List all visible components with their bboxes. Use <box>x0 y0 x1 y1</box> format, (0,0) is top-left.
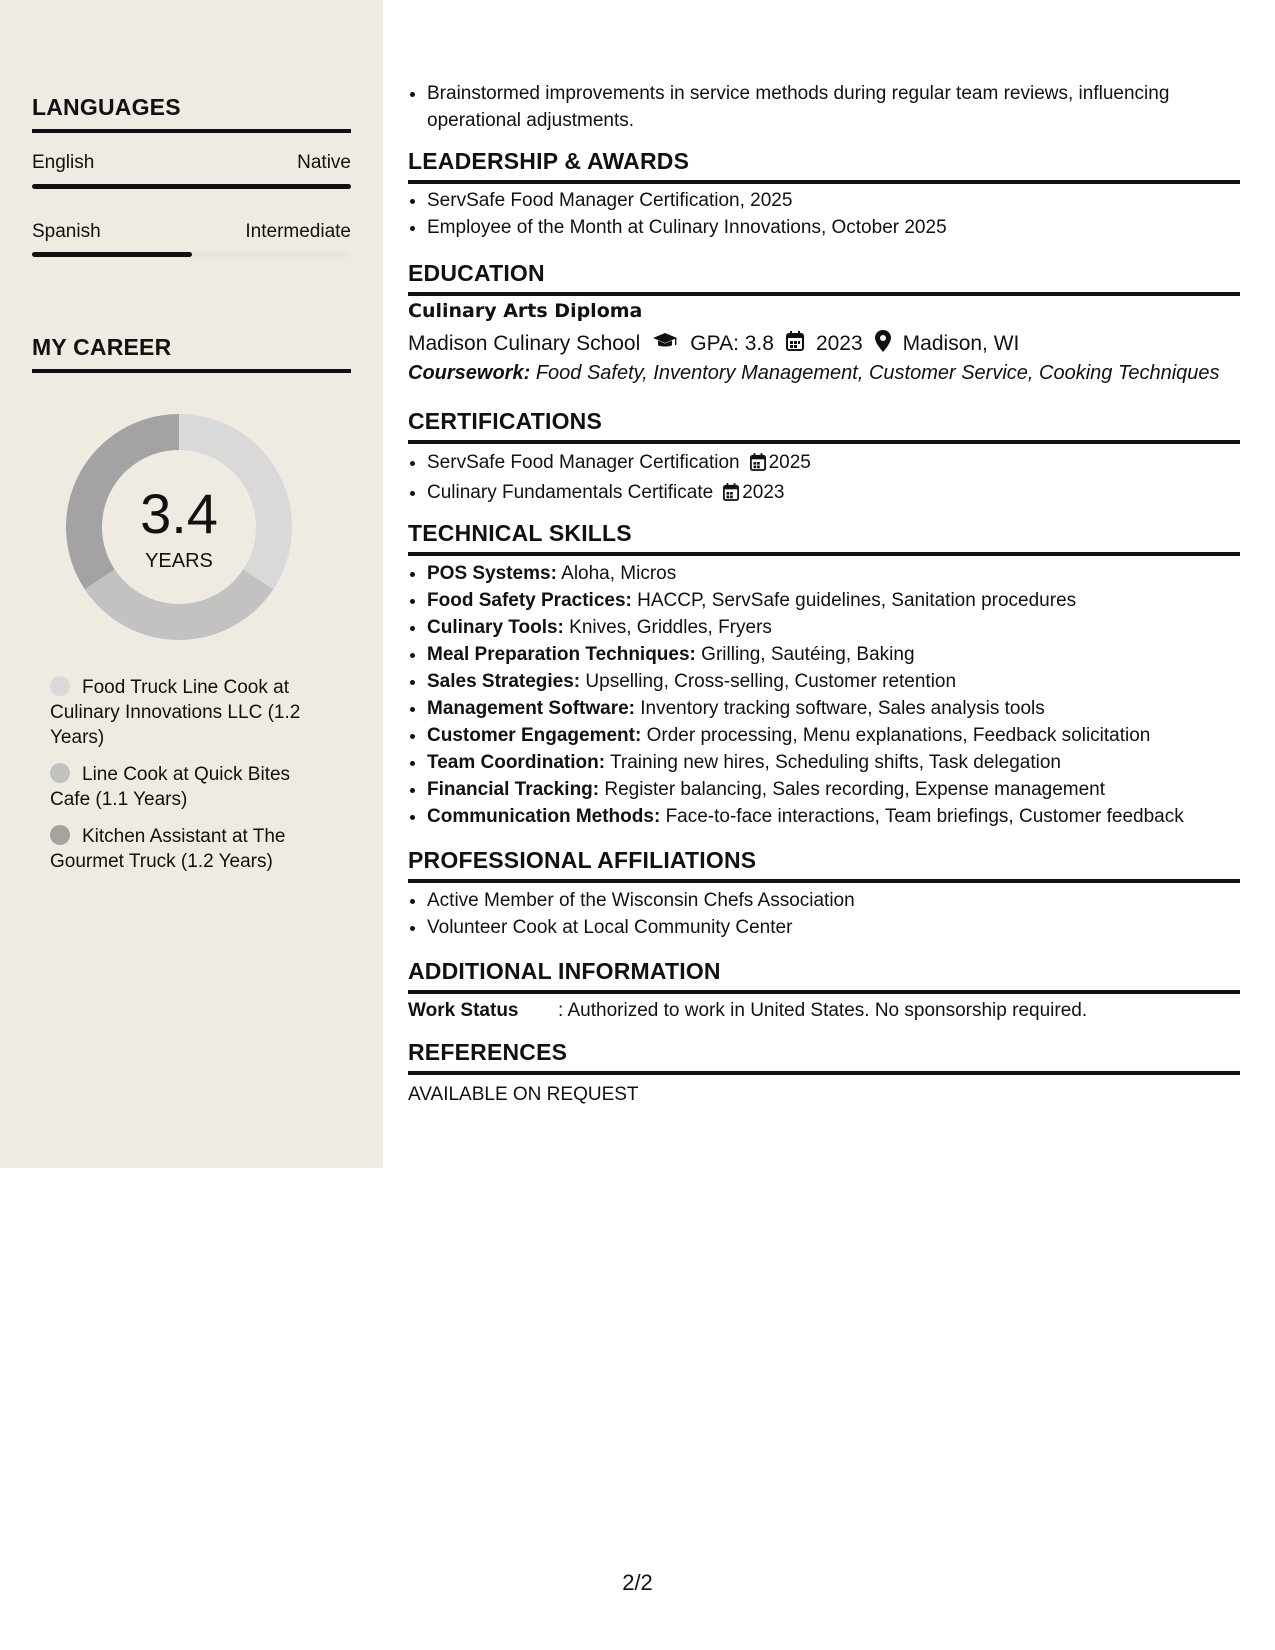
skill-item <box>427 749 1259 776</box>
language-level: Native <box>297 152 351 173</box>
calendar-icon <box>786 331 804 357</box>
education-year: 2023 <box>815 332 863 355</box>
skill-value: Upselling, Cross-selling, Customer retention <box>585 671 957 692</box>
career-legend <box>50 675 310 886</box>
list-item: • Active Member of the Wisconsin Chefs Association <box>427 887 1259 914</box>
list-item: • Brainstormed improvements in service methods during regular team reviews, influencing operational adjustments. <box>427 80 1197 134</box>
graduation-cap-icon <box>652 332 678 356</box>
skill-label: Financial Tracking: <box>427 779 600 800</box>
language-name: Spanish <box>32 221 101 242</box>
education-coursework <box>408 362 1220 385</box>
work-status-label: Work Status <box>408 1000 519 1021</box>
list-item <box>427 449 1259 479</box>
list-item <box>427 479 1259 509</box>
language-row-spanish <box>32 221 351 243</box>
education-location: Madison, WI <box>902 332 1020 355</box>
additional-info-heading: ADDITIONAL INFORMATION <box>408 958 1240 994</box>
legend-dot-icon <box>50 763 70 783</box>
education-gpa: GPA: 3.8 <box>690 332 774 355</box>
skill-item <box>427 695 1259 722</box>
education-degree: Culinary Arts Diploma <box>408 300 643 322</box>
skill-item <box>427 614 1259 641</box>
page-number: 2/2 <box>622 1570 653 1595</box>
donut-segment <box>85 569 274 640</box>
skill-label: Food Safety Practices: <box>427 590 632 611</box>
skill-value: Register balancing, Sales recording, Expense management <box>604 779 1106 800</box>
leadership-heading: LEADERSHIP & AWARDS <box>408 148 1240 184</box>
coursework-label: Coursework: <box>408 362 531 384</box>
skill-label: Management Software: <box>427 698 635 719</box>
skill-value: Order processing, Menu explanations, Feedback solicitation <box>646 725 1151 746</box>
skill-item <box>427 641 1259 668</box>
work-status-row <box>408 1000 1087 1022</box>
skills-list <box>408 560 1259 830</box>
skill-item <box>427 668 1259 695</box>
skill-value: Aloha, Micros <box>561 563 677 584</box>
skill-value: Face-to-face interactions, Team briefings, Customer feedback <box>665 806 1184 827</box>
skill-value: Training new hires, Scheduling shifts, Task delegation <box>609 752 1061 773</box>
skills-heading: TECHNICAL SKILLS <box>408 520 1240 556</box>
experience-bullets <box>408 80 1197 134</box>
skill-item <box>427 803 1259 830</box>
skill-value: Grilling, Sautéing, Baking <box>701 644 915 665</box>
skill-item <box>427 560 1259 587</box>
career-total-years: 3.4 <box>140 482 218 545</box>
list-item: • Volunteer Cook at Local Community Center <box>427 914 1259 941</box>
language-level: Intermediate <box>245 221 351 242</box>
language-bar-fill <box>32 184 351 189</box>
skill-item <box>427 776 1259 803</box>
skill-value: Knives, Griddles, Fryers <box>569 617 772 638</box>
skill-label: Team Coordination: <box>427 752 606 773</box>
language-bar-spanish <box>32 252 351 257</box>
education-details <box>408 330 1019 358</box>
skill-label: Culinary Tools: <box>427 617 564 638</box>
language-bar-fill <box>32 252 192 257</box>
affiliations-heading: PROFESSIONAL AFFILIATIONS <box>408 847 1240 883</box>
skill-label: Customer Engagement: <box>427 725 642 746</box>
languages-heading: LANGUAGES <box>32 94 351 133</box>
career-item <box>50 824 310 874</box>
certification-name: Culinary Fundamentals Certificate <box>427 482 714 503</box>
affiliations-list <box>408 887 1259 941</box>
skill-label: Meal Preparation Techniques: <box>427 644 696 665</box>
education-heading: EDUCATION <box>408 260 1240 296</box>
skill-label: Communication Methods: <box>427 806 661 827</box>
certifications-heading: CERTIFICATIONS <box>408 408 1240 444</box>
coursework-text: Food Safety, Inventory Management, Customer Service, Cooking Techniques <box>535 362 1220 384</box>
references-text: AVAILABLE ON REQUEST <box>408 1084 639 1105</box>
work-status-value: : Authorized to work in United States. No sponsorship required. <box>558 1000 1088 1021</box>
list-item: • Employee of the Month at Culinary Innovations, October 2025 <box>427 214 1259 241</box>
skill-value: HACCP, ServSafe guidelines, Sanitation procedures <box>637 590 1077 611</box>
language-name: English <box>32 152 95 173</box>
calendar-icon <box>750 452 766 479</box>
leadership-list <box>408 187 1259 241</box>
references-heading: REFERENCES <box>408 1039 1240 1075</box>
legend-dot-icon <box>50 825 70 845</box>
calendar-icon <box>723 482 739 509</box>
legend-dot-icon <box>50 676 70 696</box>
skill-item <box>427 722 1259 749</box>
career-item-text: Kitchen Assistant at The Gourmet Truck (1.2 Years) <box>50 826 286 872</box>
certification-name: ServSafe Food Manager Certification <box>427 452 740 473</box>
career-total-unit: YEARS <box>145 550 213 572</box>
skill-label: POS Systems: <box>427 563 557 584</box>
career-item <box>50 675 310 750</box>
skill-value: Inventory tracking software, Sales analysis tools <box>640 698 1045 719</box>
certifications-list <box>408 449 1259 509</box>
certification-year: 2023 <box>742 482 785 503</box>
skill-label: Sales Strategies: <box>427 671 581 692</box>
education-school: Madison Culinary School <box>408 332 641 355</box>
language-row-english <box>32 152 351 174</box>
language-bar-english <box>32 184 351 189</box>
location-pin-icon <box>875 330 891 358</box>
career-item <box>50 762 310 812</box>
list-item: • ServSafe Food Manager Certification, 2025 <box>427 187 1259 214</box>
career-item-text: Line Cook at Quick Bites Cafe (1.1 Years) <box>50 764 291 810</box>
career-heading: MY CAREER <box>32 334 351 373</box>
skill-item <box>427 587 1259 614</box>
career-item-text: Food Truck Line Cook at Culinary Innovations LLC (1.2 Years) <box>50 677 301 748</box>
certification-year: 2025 <box>768 452 811 473</box>
